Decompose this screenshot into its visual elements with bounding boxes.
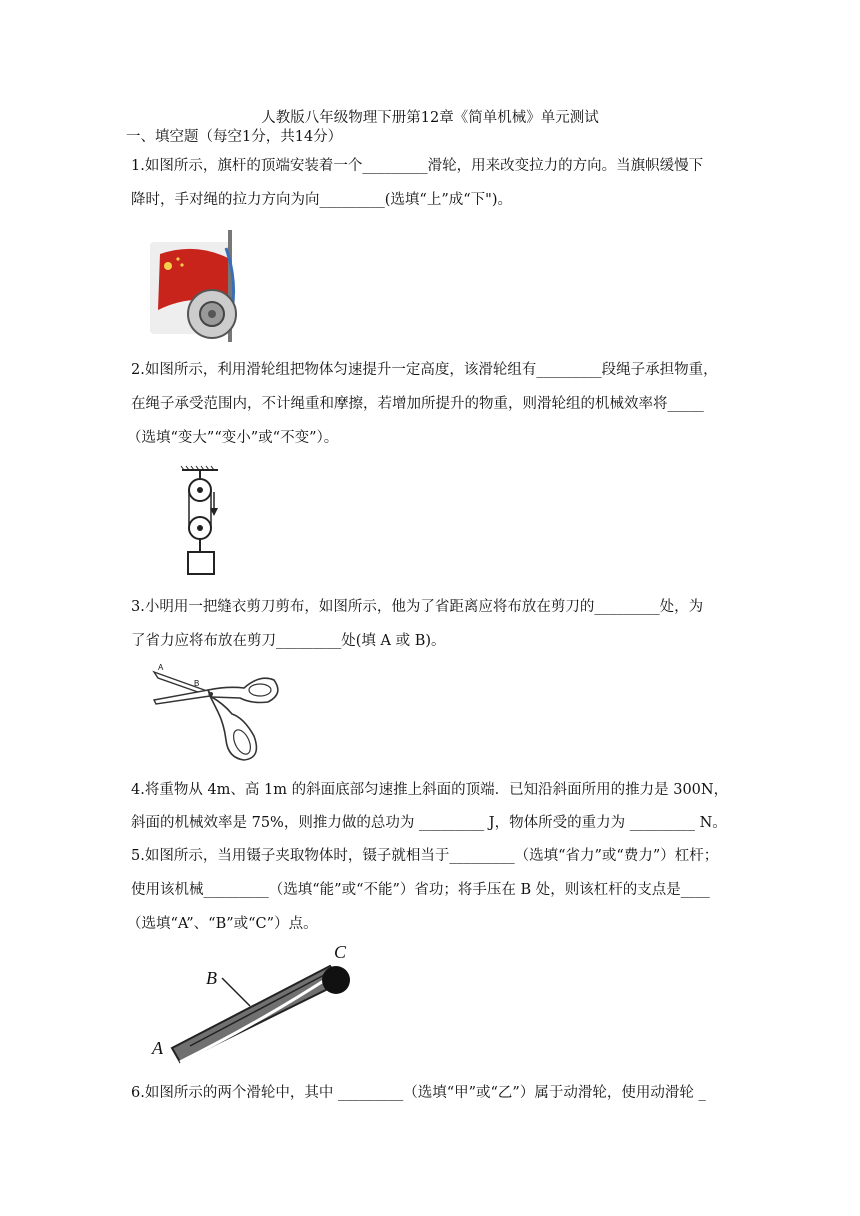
- q1-line1: 1.如图所示，旗杆的顶端安装着一个_________滑轮，用来改变拉力的方向。当旗帜缓慢下: [131, 158, 704, 174]
- scissors-label-a: A: [158, 663, 164, 672]
- section-heading: 一、填空题（每空1分，共14分）: [126, 129, 343, 145]
- tweezers-figure: [150, 938, 370, 1068]
- q2-line2: 在绳子承受范围内，不计绳重和摩擦，若增加所提升的物重，则滑轮组的机械效率将_____: [131, 396, 704, 412]
- pulley-block-figure: [178, 464, 228, 579]
- document-title: 人教版八年级物理下册第12章《简单机械》单元测试: [261, 110, 599, 126]
- q3-line2: 了省力应将布放在剪刀_________处(填 A 或 B)。: [131, 633, 446, 649]
- flagpole-pulley-figure: [140, 228, 240, 344]
- q5-line2: 使用该机械_________（选填“能”或“不能”）省功；将手压在 B 处，则该杠杆的支点是____: [131, 882, 710, 898]
- q3-line1: 3.小明用一把缝衣剪刀剪布，如图所示，他为了省距离应将布放在剪刀的_________处，为: [131, 599, 704, 615]
- q4-line1: 4.将重物从 4m、高 1m 的斜面底部匀速推上斜面的顶端．已知沿斜面所用的推力是 300N，: [131, 782, 729, 798]
- q5-line1: 5.如图所示，当用镊子夹取物体时，镊子就相当于_________（选填“省力”或“费力”）杠杆；: [131, 848, 719, 864]
- scissors-label-b: B: [194, 679, 200, 688]
- q2-line1: 2.如图所示，利用滑轮组把物体匀速提升一定高度，该滑轮组有_________段绳子承担物重，: [131, 362, 718, 378]
- q2-line3: （选填“变大”“变小”或“不变”）。: [127, 430, 339, 446]
- q5-line3: （选填“A”、“B”或“C”）点。: [127, 916, 318, 932]
- scissors-figure: [148, 660, 288, 766]
- q6-line1: 6.如图所示的两个滑轮中，其中 _________（选填“甲”或“乙”）属于动滑轮，使用动滑轮 _: [131, 1085, 706, 1101]
- q4-line2: 斜面的机械效率是 75%，则推力做的总功为 _________ J，物体所受的重力为 _________ N。: [131, 815, 727, 831]
- tweezers-label-c: C: [334, 942, 347, 962]
- q1-line2: 降时，手对绳的拉力方向为向_________(选填“上”成“下")。: [131, 192, 512, 208]
- tweezers-label-a: A: [152, 1038, 163, 1058]
- tweezers-label-b: B: [206, 968, 217, 988]
